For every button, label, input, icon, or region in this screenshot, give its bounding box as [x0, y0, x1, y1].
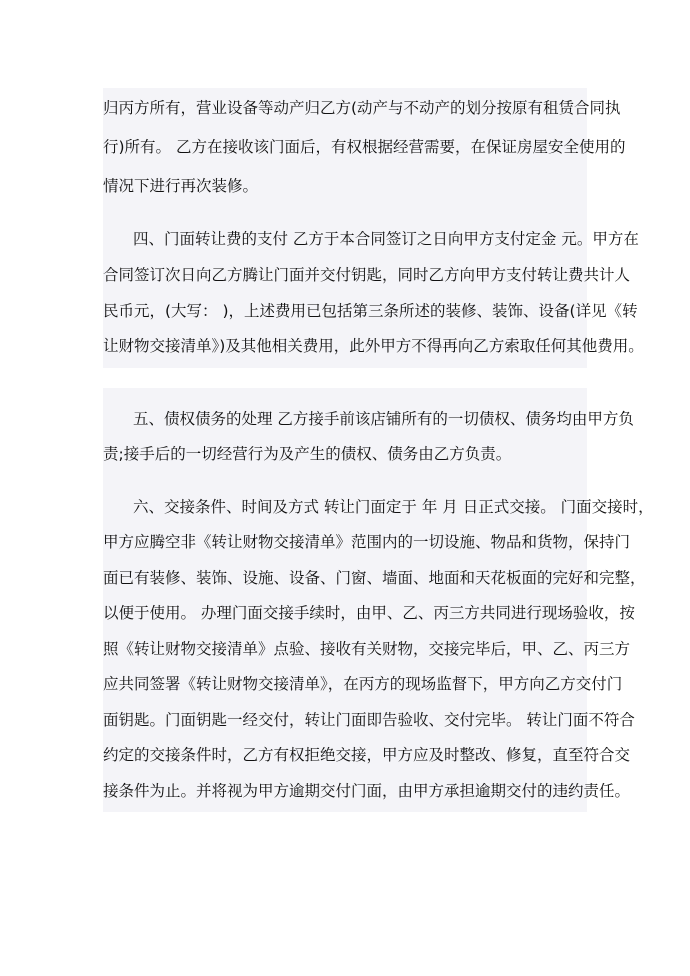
paragraph-line: 五、债权债务的处理 乙方接手前该店铺所有的一切债权、债务均由甲方负 [133, 410, 634, 428]
paragraph-line: 四、门面转让费的支付 乙方于本合同签订之日向甲方支付定金 元。甲方在 [133, 230, 639, 248]
paragraph-line: 民币元，(大写： )，上述费用已包括第三条所述的装修、装饰、设备(详见《转 [103, 302, 638, 320]
paragraph-line: 以便于使用。 办理门面交接手续时，由甲、乙、丙三方共同进行现场验收，按 [103, 604, 635, 622]
paragraph-line: 面已有装修、装饰、设施、设备、门窗、墙面、地面和天花板面的完好和完整， [103, 569, 646, 587]
paragraph-line: 合同签订次日向乙方腾让门面并交付钥匙，同时乙方向甲方支付转让费共计人 [103, 266, 631, 284]
paragraph-line: 面钥匙。门面钥匙一经交付，转让门面即告验收、交付完毕。 转让门面不符合 [103, 711, 635, 729]
paragraph-line: 约定的交接条件时，乙方有权拒绝交接，甲方应及时整改、修复，直至符合交 [103, 746, 631, 764]
paragraph-line: 六、交接条件、时间及方式 转让门面定于 年 月 日正式交接。 门面交接时， [133, 498, 654, 516]
paragraph-line: 照《转让财物交接清单》点验、接收有关财物，交接完毕后，甲、乙、丙三方 [103, 640, 631, 658]
paragraph-line: 应共同签署《转让财物交接清单》，在丙方的现场监督下，甲方向乙方交付门 [103, 675, 623, 693]
paragraph-line: 行)所有。 乙方在接收该门面后，有权根据经营需要，在保证房屋安全使用的 [103, 138, 626, 156]
paragraph-line: 让财物交接清单》)及其他相关费用，此外甲方不得再向乙方索取任何其他费用。 [103, 337, 644, 355]
paragraph-line: 接条件为止。并将视为甲方逾期交付门面，由甲方承担逾期交付的违约责任。 [103, 782, 631, 800]
paragraph-line: 情况下进行再次装修。 [103, 177, 259, 195]
paragraph-line: 责;接手后的一切经营行为及产生的债权、债务由乙方负责。 [103, 445, 512, 463]
paragraph-line: 甲方应腾空非《转让财物交接清单》范围内的一切设施、物品和货物，保持门 [103, 533, 631, 551]
paragraph-line: 归丙方所有，营业设备等动产归乙方(动产与不动产的划分按原有租赁合同执 [103, 99, 621, 117]
